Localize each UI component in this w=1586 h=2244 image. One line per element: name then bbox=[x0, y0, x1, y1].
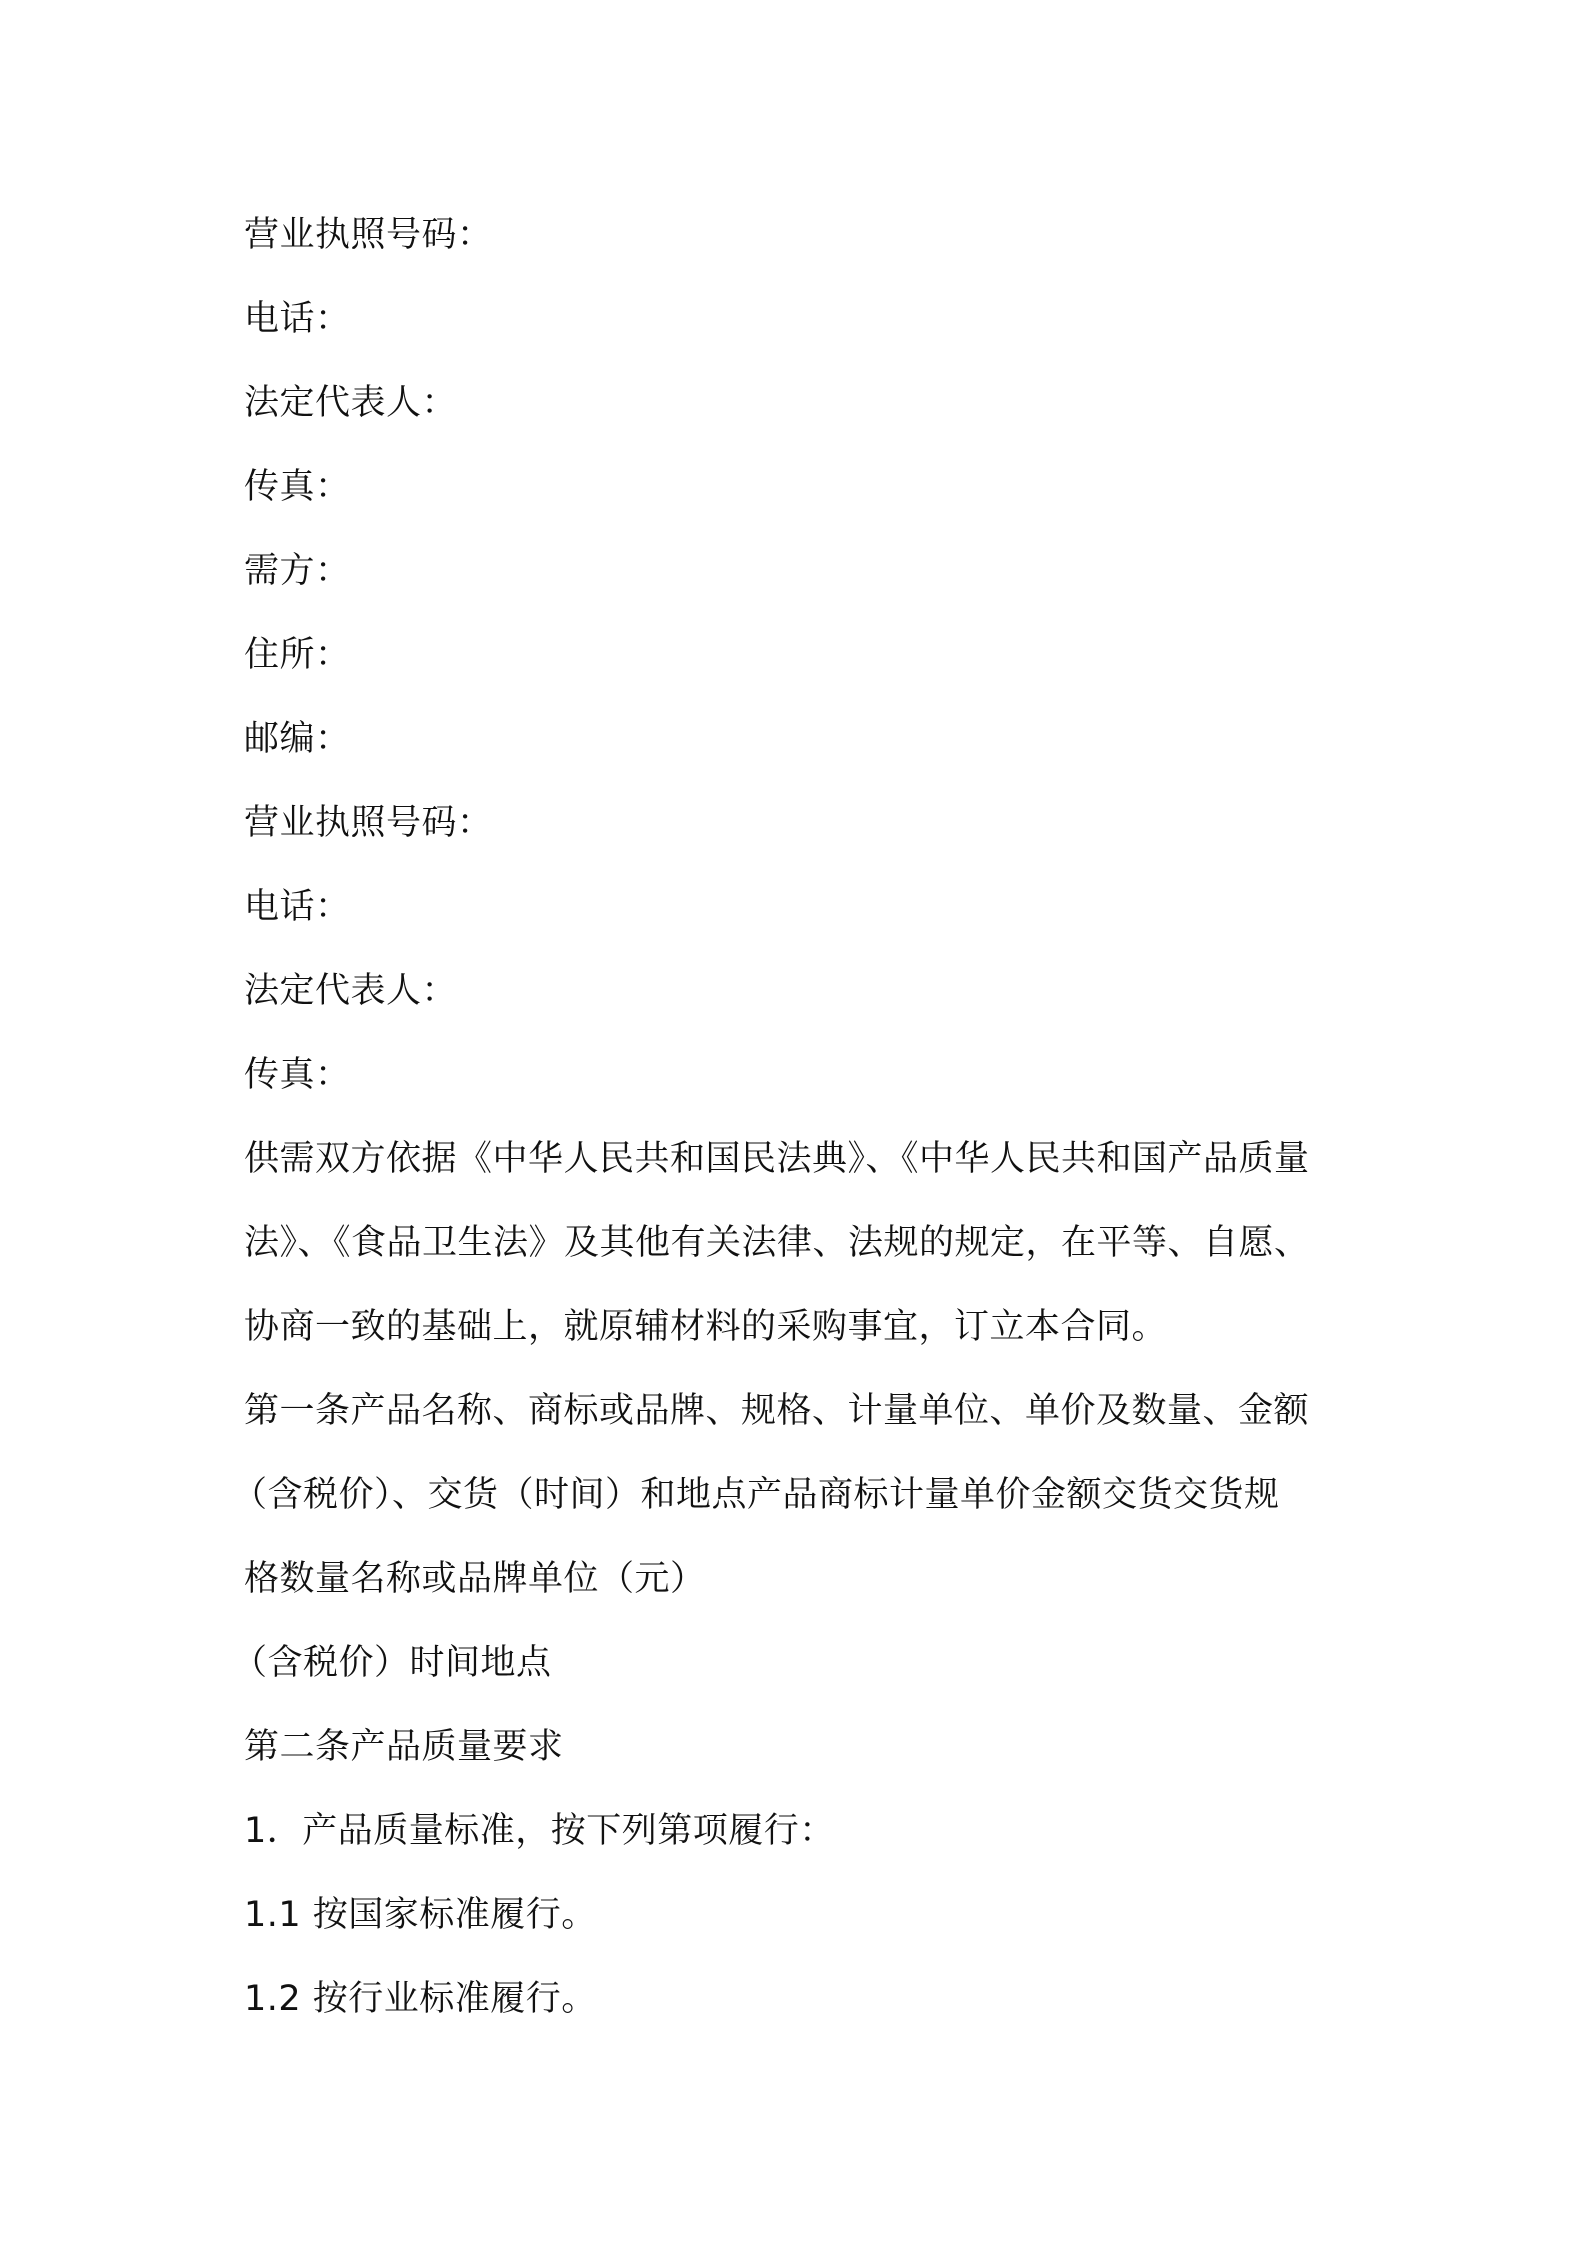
intro-paragraph bbox=[244, 1117, 1364, 1369]
field-phone: 电话： bbox=[244, 299, 351, 339]
field-phone-2: 电话： bbox=[244, 887, 351, 927]
intro-line: 法》、《食品卫生法》及其他有关法律、法规的规定，在平等、自愿、 bbox=[244, 1223, 1310, 1263]
field-legal-representative-2: 法定代表人： bbox=[244, 971, 458, 1011]
field-legal-representative: 法定代表人： bbox=[244, 383, 458, 423]
field-postal-code: 邮编： bbox=[244, 719, 351, 759]
field-fax: 传真： bbox=[244, 467, 351, 507]
field-address: 住所： bbox=[244, 635, 351, 675]
article-one-line: （含税价）时间地点 bbox=[232, 1643, 552, 1683]
field-business-license-number-2: 营业执照号码： bbox=[244, 803, 493, 843]
article-one-line: （含税价）、交货（时间）和地点产品商标计量单价金额交货交货规 bbox=[232, 1475, 1280, 1515]
quality-item: 1.2 按行业标准履行。 bbox=[244, 1979, 597, 2019]
article-one-line: 第一条产品名称、商标或品牌、规格、计量单位、单价及数量、金额 bbox=[244, 1391, 1310, 1431]
field-business-license-number: 营业执照号码： bbox=[244, 215, 493, 255]
quality-item: 1．产品质量标准，按下列第项履行： bbox=[244, 1811, 835, 1851]
intro-line: 供需双方依据《中华人民共和国民法典》、《中华人民共和国产品质量 bbox=[244, 1139, 1310, 1179]
field-buyer: 需方： bbox=[244, 551, 351, 591]
article-one bbox=[232, 1369, 1364, 1705]
document-body bbox=[232, 193, 1364, 2041]
quality-item: 1.1 按国家标准履行。 bbox=[244, 1895, 597, 1935]
article-one-line: 格数量名称或品牌单位（元） bbox=[244, 1559, 706, 1599]
intro-line: 协商一致的基础上，就原辅材料的采购事宜，订立本合同。 bbox=[244, 1307, 1168, 1347]
field-fax-2: 传真： bbox=[244, 1055, 351, 1095]
article-two-title: 第二条产品质量要求 bbox=[244, 1727, 564, 1767]
